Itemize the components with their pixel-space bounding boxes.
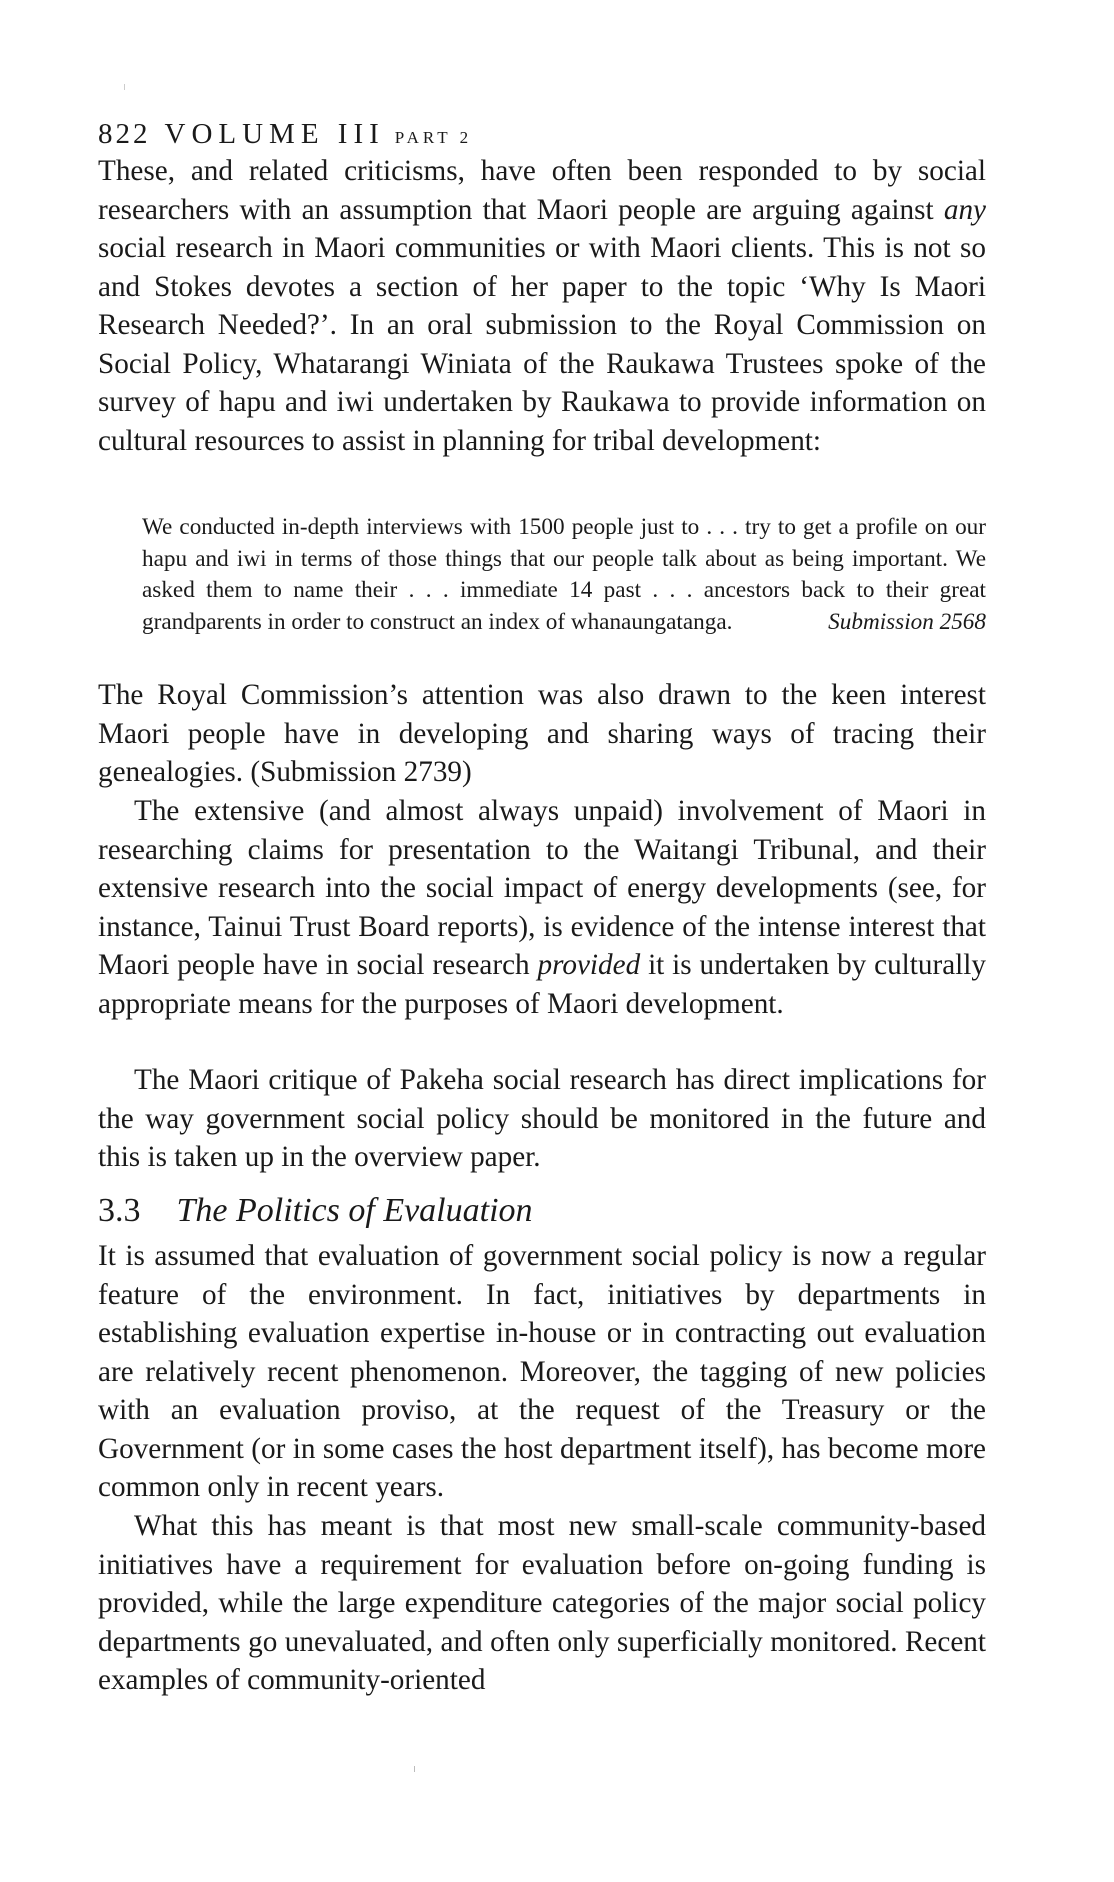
section-title: The Politics of Evaluation <box>176 1192 533 1229</box>
quote-source: Submission 2568 <box>828 608 986 635</box>
part-label: PART 2 <box>394 128 473 147</box>
scan-mark <box>124 84 125 90</box>
scan-mark <box>414 1766 415 1772</box>
section-heading <box>98 1192 533 1230</box>
paragraph-critique: The Maori critique of Pakeha social research has direct implications for the way government social policy should be monitored in the future and this is taken up in the overview paper. <box>98 1064 986 1173</box>
section-number: 3.3 <box>98 1192 141 1229</box>
block-quote <box>142 512 986 638</box>
paragraph-evaluation: It is assumed that evaluation of government social policy is now a regular feature of the environment. In fact, initiatives by departments in establishing evaluation expertise in-house or in contracting out evaluation are relatively recent phenomenon. Moreover, the tagging of new policies with an evaluation proviso, at the request of the Treasury or the Government (or in some cases the host department itself), has become more common only in recent years. <box>98 1240 986 1503</box>
page-number: 822 <box>98 118 151 150</box>
volume-label: VOLUME III <box>164 118 385 150</box>
paragraph-genealogies: The Royal Commission’s attention was also drawn to the keen interest Maori people have in developing and sharing ways of tracing their genealogies. (Submission 2739) <box>98 679 986 788</box>
paragraph-waitangi: The extensive (and almost always unpaid) involvement of Maori in researching claims for presentation to the Waitangi Tribunal, and their extensive research into the social impact of energy developments (see, for instance, Tainui Trust Board reports), is evidence of the intense interest that Maori people have in social research provided it is undertaken by culturally appropriate means for the purposes of Maori development. <box>98 795 986 1020</box>
paragraph-criticisms: These, and related criticisms, have often been responded to by social researchers with an assumption that Maori people are arguing against any social research in Maori communities or with Maori clients. This is not so and Stokes devotes a section of her paper to the topic ‘Why Is Maori Research Needed?’. In an oral submission to the Royal Commission on Social Policy, Whatarangi Winiata of the Raukawa Trustees spoke of the survey of hapu and iwi undertaken by Raukawa to provide information on cultural resources to assist in planning for tribal development: <box>98 155 986 457</box>
paragraph-initiatives: What this has meant is that most new small-scale community-based initiatives have a requirement for evaluation before on-going funding is provided, while the large expenditure categories of the major social policy departments go unevaluated, and often only superficially monitored. Recent examples of community-oriented <box>98 1510 986 1696</box>
running-head <box>98 118 472 151</box>
quote-text: We conducted in-depth interviews with 1500 people just to . . . try to get a profile on our hapu and iwi in terms of those things that our people talk about as being important. We asked them to name their . . . immediate 14 past . . . ancestors back to their great grandparents in order to construct an index of whanaungatanga. <box>142 514 986 635</box>
